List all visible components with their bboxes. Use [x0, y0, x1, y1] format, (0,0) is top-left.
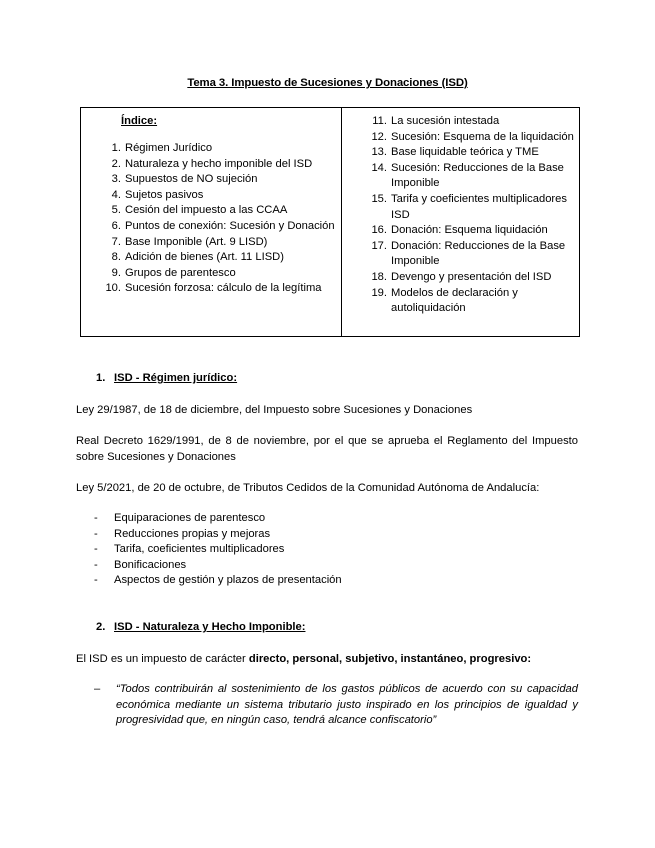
- index-item: 8. Adición de bienes (Art. 11 LISD): [111, 251, 284, 264]
- index-item: 11. La sucesión intestada: [372, 115, 500, 127]
- index-item: 10. Sucesión forzosa: cálculo de la legítima: [105, 282, 322, 295]
- list-item: - Bonificaciones: [94, 558, 187, 571]
- index-heading: Índice:: [121, 115, 158, 127]
- index-list-left: [89, 141, 339, 297]
- andalusia-topics-list: [94, 511, 564, 589]
- constitution-quote: [94, 682, 578, 729]
- section-2-heading: 2. ISD - Naturaleza y Hecho Imponible:: [96, 621, 306, 633]
- index-item: 18. Devengo y presentación del ISD: [371, 270, 552, 283]
- list-item: - Reducciones propias y mejoras: [94, 527, 271, 540]
- index-item: 3. Supuestos de NO sujeción: [111, 173, 258, 186]
- andalusia-law-paragraph: Ley 5/2021, de 20 de octubre, de Tributos Cedidos de la Comunidad Autónoma de Andalucía:: [76, 482, 540, 494]
- index-table: [80, 107, 580, 337]
- decree-paragraph: Real Decreto 1629/1991, de 8 de noviembre, por el que se aprueba el Reglamento del Impuesto sobre Sucesiones y Donaciones: [76, 435, 578, 463]
- list-item: - Tarifa, coeficientes multiplicadores: [94, 543, 285, 555]
- index-item: 12. Sucesión: Esquema de la liquidación: [371, 130, 574, 143]
- table-divider: [341, 108, 342, 336]
- index-item: 17. Donación: Reducciones de la Base Imponible: [371, 239, 566, 268]
- index-item: 16. Donación: Esquema liquidación: [371, 224, 548, 237]
- index-item: 4. Sujetos pasivos: [111, 188, 204, 201]
- index-item: 7. Base Imponible (Art. 9 LISD): [111, 235, 268, 248]
- quote-item: – “Todos contribuirán al sostenimiento de los gastos públicos de acuerdo con su capacidad económica mediante un sistema tributario justo inspirado en los principios de igualdad y progresividad que, en ningún caso, tendrá alcance confiscatorio”: [94, 683, 578, 727]
- index-item: 19. Modelos de declaración y autoliquidación: [371, 286, 518, 315]
- section-1-heading: 1. ISD - Régimen jurídico:: [96, 372, 238, 384]
- index-item: 15. Tarifa y coeficientes multiplicadores ISD: [371, 192, 567, 221]
- index-item: 2. Naturaleza y hecho imponible del ISD: [111, 157, 313, 170]
- nature-bold-text: directo, personal, subjetivo, instantáneo, progresivo:: [248, 653, 532, 665]
- index-item: 5. Cesión del impuesto a las CCAA: [111, 204, 288, 217]
- index-item: 9. Grupos de parentesco: [111, 266, 236, 279]
- page-title: Tema 3. Impuesto de Sucesiones y Donaciones (ISD): [187, 77, 468, 89]
- index-list-right: [349, 114, 579, 317]
- index-item: 14. Sucesión: Reducciones de la Base Imponible: [371, 161, 564, 190]
- nature-paragraph: El ISD es un impuesto de carácter directo, personal, subjetivo, instantáneo, progresivo:: [76, 653, 532, 665]
- index-item: 1. Régimen Jurídico: [111, 142, 213, 154]
- list-item: - Aspectos de gestión y plazos de presentación: [94, 574, 342, 586]
- index-item: 6. Puntos de conexión: Sucesión y Donación: [111, 219, 335, 232]
- law-paragraph: Ley 29/1987, de 18 de diciembre, del Impuesto sobre Sucesiones y Donaciones: [76, 404, 473, 416]
- index-item: 13. Base liquidable teórica y TME: [371, 146, 539, 159]
- list-item: - Equiparaciones de parentesco: [94, 512, 266, 524]
